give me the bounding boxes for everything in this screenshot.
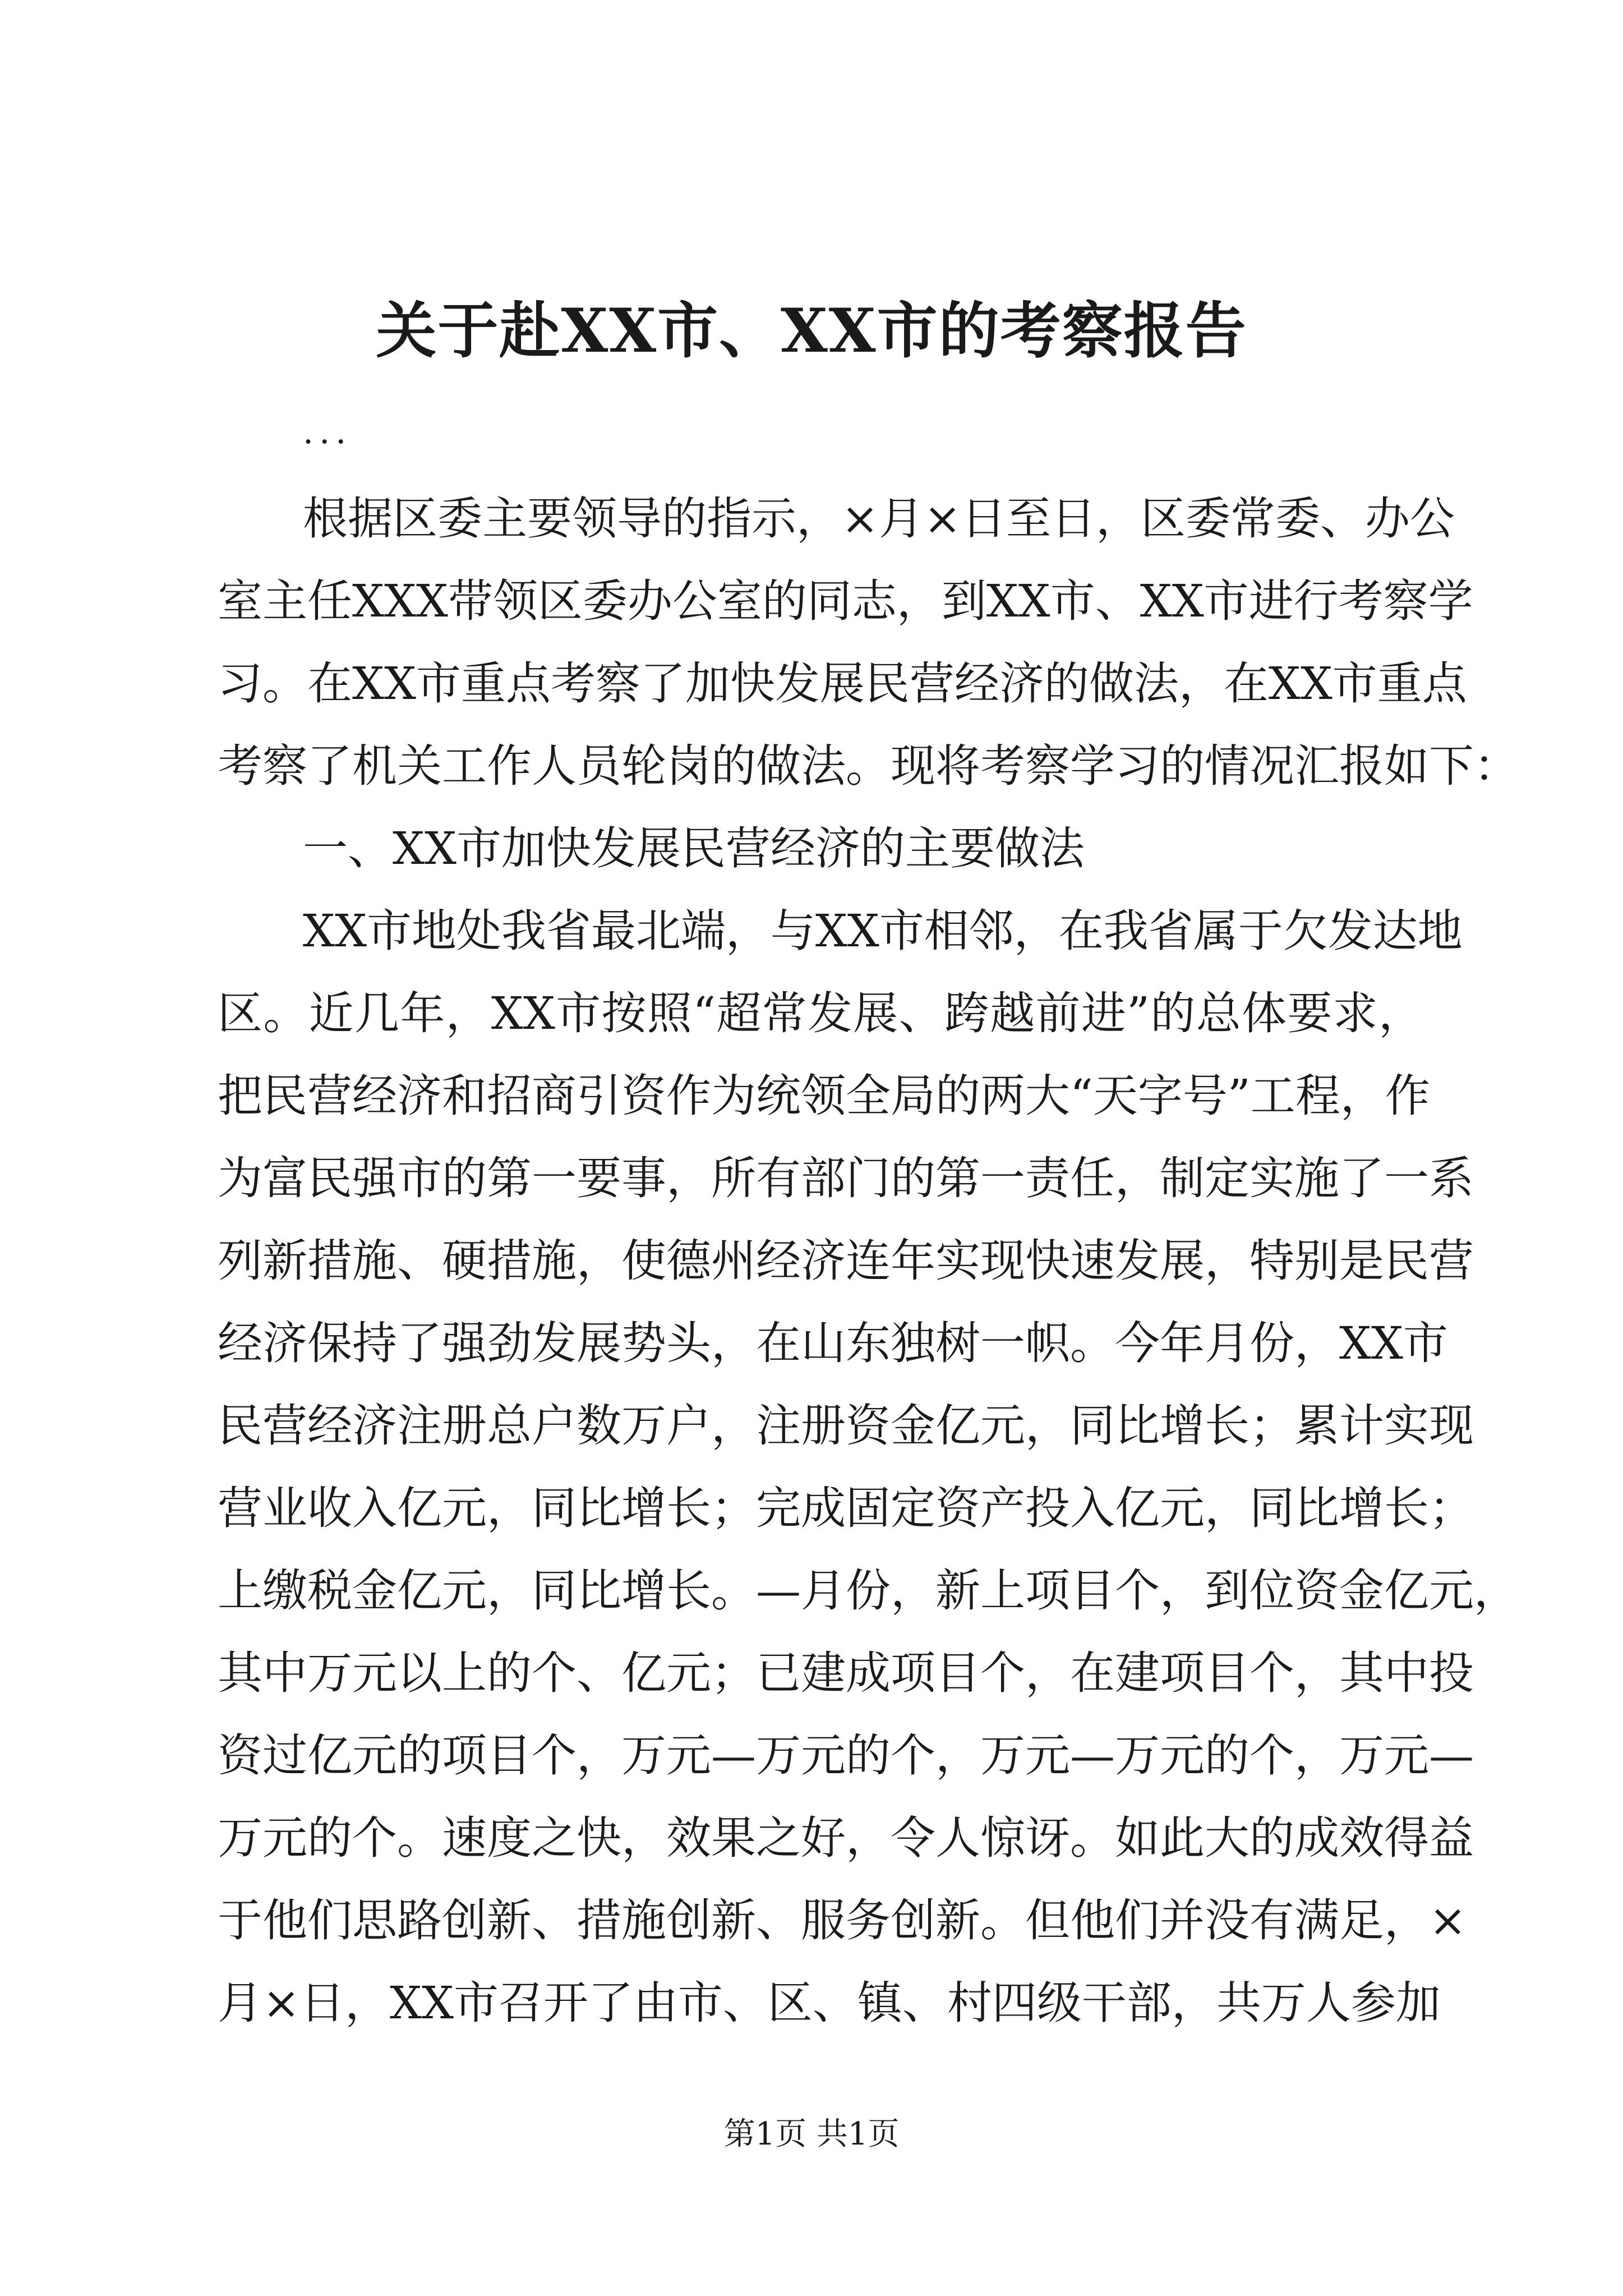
body-line-15: 其中万元以上的个、亿元；已建成项目个，在建项目个，其中投 (218, 1647, 1474, 1699)
body-line-4: 考察了机关工作人员轮岗的做法。现将考察学习的情况汇报如下： (218, 740, 1519, 792)
body-line-13: 营业收入亿元，同比增长；完成固定资产投入亿元，同比增长； (218, 1482, 1474, 1534)
body-line-19: 月×日，XX市召开了由市、区、镇、村四级干部，共万人参加 (218, 1977, 1441, 2029)
body-line-10: 列新措施、硬措施，使德州经济连年实现快速发展，特别是民营 (218, 1235, 1474, 1287)
body-line-9: 为富民强市的第一要事，所有部门的第一责任，制定实施了一系 (218, 1152, 1474, 1204)
ellipsis-text: ... (303, 412, 352, 452)
body-line-17: 万元的个。速度之快，效果之好，令人惊讶。如此大的成效得益 (218, 1812, 1474, 1864)
body-line-6: XX市地处我省最北端，与XX市相邻，在我省属于欠发达地 (303, 905, 1463, 957)
body-line-1: 根据区委主要领导的指示，×月×日至日，区委常委、办公 (303, 493, 1455, 545)
body-line-11: 经济保持了强劲发展势头，在山东独树一帜。今年月份，XX市 (218, 1317, 1448, 1369)
body-line-14: 上缴税金亿元，同比增长。—月份，新上项目个，到位资金亿元， (218, 1565, 1519, 1617)
section-heading: 一、XX市加快发展民营经济的主要做法 (303, 822, 1085, 875)
document-title: 关于赴XX市、XX市的考察报告 (376, 296, 1247, 366)
page-number-footer: 第1页 共1页 (723, 2116, 900, 2152)
body-line-2: 室主任XXX带领区委办公室的同志，到XX市、XX市进行考察学 (218, 575, 1473, 627)
body-line-7: 区。近几年，XX市按照“超常发展、跨越前进”的总体要求， (218, 987, 1423, 1039)
body-line-18: 于他们思路创新、措施创新、服务创新。但他们并没有满足，× (218, 1894, 1467, 1947)
body-line-8: 把民营经济和招商引资作为统领全局的两大“天字号”工程，作 (218, 1070, 1430, 1122)
body-line-3: 习。在XX市重点考察了加快发展民营经济的做法，在XX市重点 (218, 657, 1467, 710)
body-line-12: 民营经济注册总户数万户，注册资金亿元，同比增长；累计实现 (218, 1400, 1474, 1452)
body-line-16: 资过亿元的项目个，万元—万元的个，万元—万元的个，万元— (218, 1729, 1474, 1782)
